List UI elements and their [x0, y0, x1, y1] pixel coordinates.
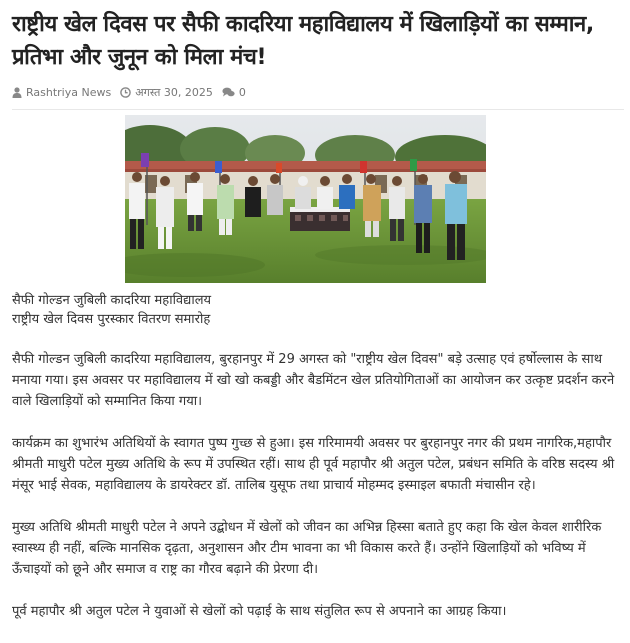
paragraph-3: मुख्य अतिथि श्रीमती माधुरी पटेल ने अपने उद्बोधन में खेलों को जीवन का अभिन्न हिस्सा बताते हुए कहा कि खेल केवल शारीरिक स्वास्थ्य ही नहीं, बल्कि मानसिक दृढ़ता, अनुशासन और टीम भावना का भी विकास करते हैं। उन्होंने खिलाड़ियों को भविष्य में ऊँचाइयों को छूने और समाज व राष्ट्र का गौरव बढ़ाने की प्रेरणा दी।	[12, 520, 602, 577]
comments-icon	[222, 87, 235, 98]
author-link[interactable]	[12, 86, 111, 99]
date-link[interactable]	[120, 85, 213, 100]
comments-link[interactable]	[222, 86, 246, 99]
event-photo	[125, 115, 486, 283]
article	[12, 0, 624, 118]
article-body	[12, 349, 624, 643]
paragraph-2: कार्यक्रम का शुभारंभ अतिथियों के स्वागत पुष्प गुच्छ से हुआ। इस गरिमामयी अवसर पर बुरहानपुर नगर की प्रथम नागरिक,महापौर श्रीमती माधुरी पटेल मुख्य अतिथि के रूप में उपस्थित रहीं। साथ ही पूर्व महापौर श्री अतुल पटेल, प्रबंधन समिति के वरिष्ठ सदस्य श्री मंसूर भाई सेवक, महाविद्यालय के डायरेक्टर डॉ. तालिब युसूफ तथा प्राचार्य मोहम्मद इस्माइल बफाती मंचासीन रहे।	[12, 436, 615, 493]
caption-line-1: सैफी गोल्डन जुबिली कादरिया महाविद्यालय	[12, 293, 212, 308]
photo-caption	[12, 291, 612, 329]
meta-divider	[12, 109, 624, 110]
user-icon	[12, 87, 22, 98]
article-title: राष्ट्रीय खेल दिवस पर सैफी कादरिया महाविद्यालय में खिलाड़ियों का सम्मान, प्रतिभा और जुनून को मिला मंच!	[12, 12, 594, 70]
paragraph-4: पूर्व महापौर श्री अतुल पटेल ने युवाओं से खेलों को पढ़ाई के साथ संतुलित रूप से अपनाने का आग्रह किया।	[12, 604, 507, 619]
clock-icon	[120, 87, 131, 98]
article-meta	[12, 84, 624, 100]
paragraph-1: सैफी गोल्डन जुबिली कादरिया महाविद्यालय, बुरहानपुर में 29 अगस्त को "राष्ट्रीय खेल दिवस" बड़े उत्साह एवं हर्षोल्लास के साथ मनाया गया। इस अवसर पर महाविद्यालय में खो खो कबड्डी और बैडमिंटन खेल प्रतियोगिताओं का आयोजन कर उत्कृष्ट प्रदर्शन करने वाले खिलाड़ियों को सम्मानित किया गया।	[12, 352, 615, 409]
caption-line-2: राष्ट्रीय खेल दिवस पुरस्कार वितरण समारोह	[12, 312, 211, 327]
publish-date: अगस्त 30, 2025	[135, 85, 213, 99]
author-name: Rashtriya News	[26, 85, 112, 99]
article-photo	[125, 115, 486, 283]
comment-count: 0	[238, 85, 246, 99]
